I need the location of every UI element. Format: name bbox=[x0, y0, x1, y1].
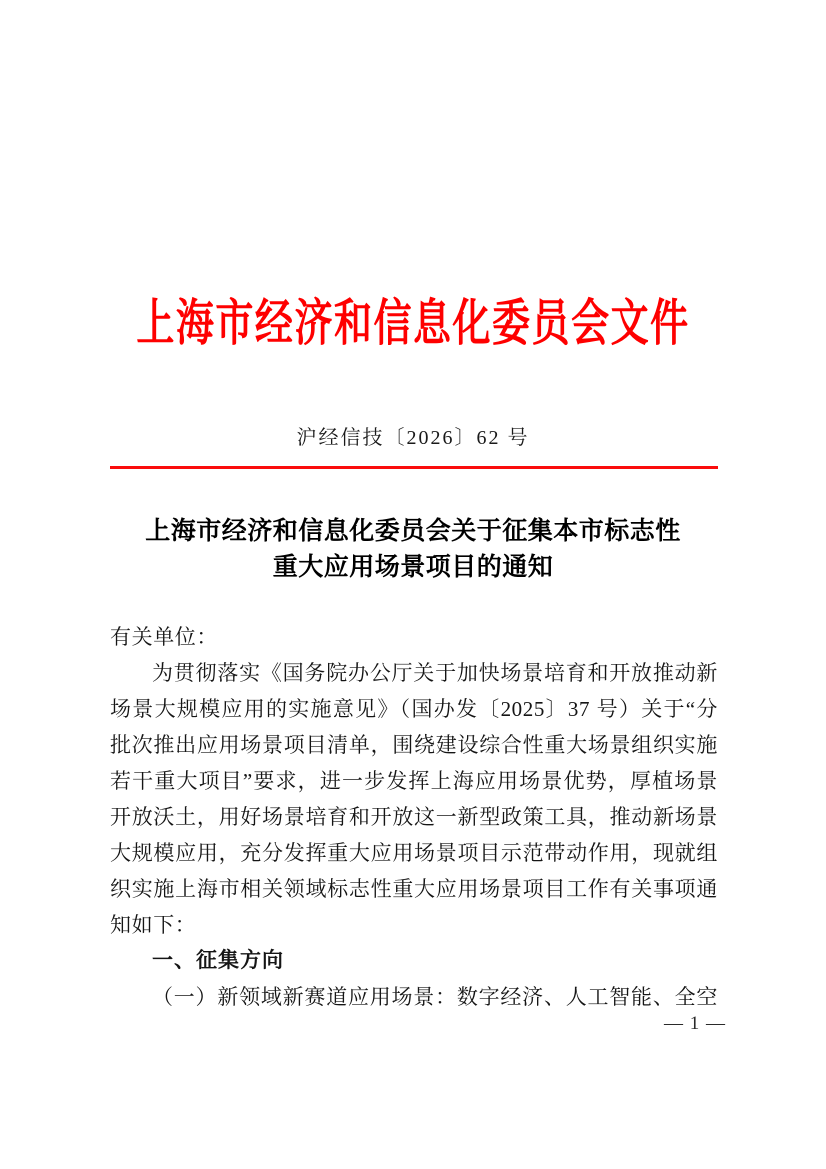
body-line: 织实施上海市相关领域标志性重大应用场景项目工作有关事项通 bbox=[110, 877, 718, 901]
page-number: — 1 — bbox=[664, 1013, 726, 1034]
body-text bbox=[110, 619, 718, 1015]
body-line: 若干重大项目”要求，进一步发挥上海应用场景优势，厚植场景 bbox=[110, 769, 718, 793]
red-header-banner bbox=[0, 288, 826, 371]
body-line: 开放沃土，用好场景培育和开放这一新型政策工具，推动新场景 bbox=[110, 805, 718, 829]
document-title-line1: 上海市经济和信息化委员会关于征集本市标志性 bbox=[145, 518, 681, 545]
document-title bbox=[0, 514, 826, 586]
document-title-line2: 重大应用场景项目的通知 bbox=[272, 554, 554, 581]
body-line: （一）新领域新赛道应用场景：数字经济、人工智能、全空 bbox=[152, 985, 718, 1009]
agency-banner-text: 上海市经济和信息化委员会文件 bbox=[136, 295, 690, 351]
body-line: 场景大规模应用的实施意见》（国办发〔2025〕37 号）关于“分 bbox=[110, 697, 718, 721]
section-heading: 一、征集方向 bbox=[152, 949, 284, 972]
body-line: 有关单位： bbox=[110, 625, 218, 649]
body-line: 为贯彻落实《国务院办公厅关于加快场景培育和开放推动新 bbox=[152, 661, 718, 685]
body-line: 批次推出应用场景项目清单，围绕建设综合性重大场景组织实施 bbox=[110, 733, 718, 757]
document-number: 沪经信技〔2026〕62 号 bbox=[296, 427, 530, 449]
body-line: 知如下： bbox=[110, 913, 197, 937]
red-divider-line bbox=[110, 466, 718, 469]
body-line: 大规模应用，充分发挥重大应用场景项目示范带动作用，现就组 bbox=[110, 841, 718, 865]
